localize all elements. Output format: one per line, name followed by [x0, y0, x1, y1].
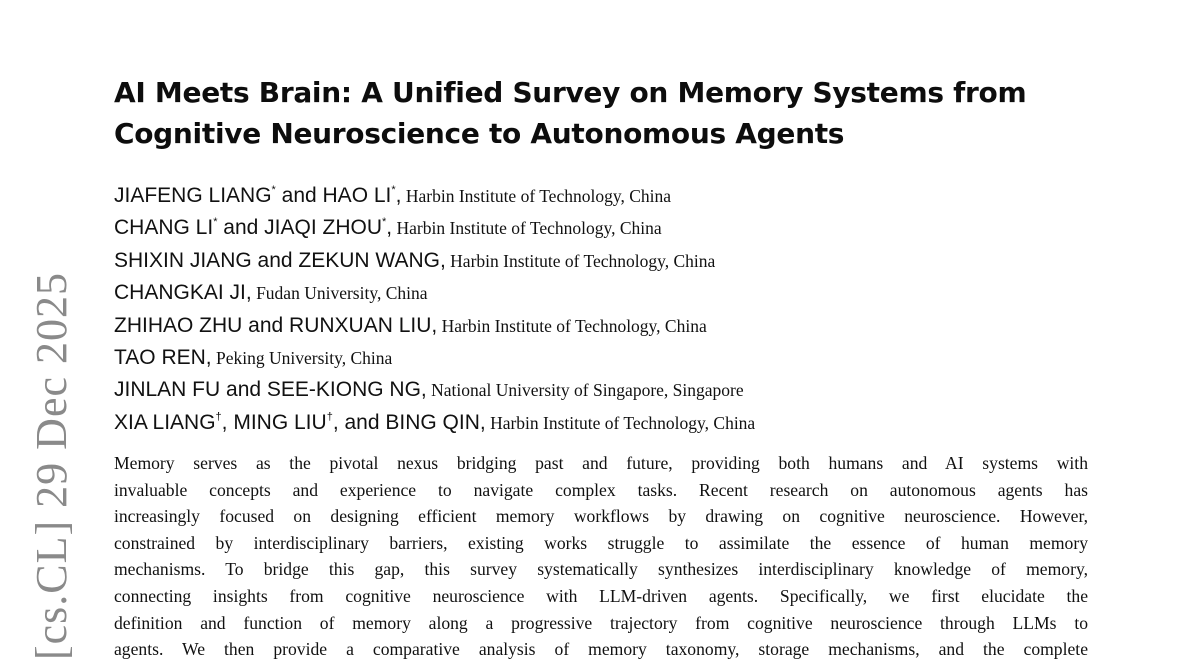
paper-title-line-1: AI Meets Brain: A Unified Survey on Memory Systems from: [114, 76, 1027, 109]
author-line: [114, 277, 1114, 309]
paper-title: [114, 72, 1114, 154]
author-line: [114, 245, 1114, 277]
corresponding-author-mark: †: [215, 410, 222, 423]
author-names: JIAFENG LIANG* and HAO LI*,: [114, 184, 402, 207]
corresponding-author-mark: †: [326, 410, 333, 423]
author-names: CHANGKAI JI,: [114, 281, 252, 305]
author-affiliation: Harbin Institute of Technology, China: [401, 186, 671, 206]
author-affiliation: Peking University, China: [211, 347, 393, 368]
author-line: [114, 180, 1114, 212]
equal-contribution-mark: *: [271, 184, 276, 196]
author-affiliation: Harbin Institute of Technology, China: [485, 412, 756, 433]
abstract-line: increasingly focused on designing efficient memory workflows by drawing on cognitive neuroscience. However,: [114, 506, 1088, 527]
author-affiliation: Fudan University, China: [251, 283, 428, 304]
author-names: JINLAN FU and SEE-KIONG NG,: [114, 378, 427, 402]
author-names: ZHIHAO ZHU and RUNXUAN LIU,: [114, 313, 438, 337]
equal-contribution-mark: *: [382, 216, 387, 229]
author-line: [114, 310, 1114, 342]
abstract-line: agents. We then provide a comparative analysis of memory taxonomy, storage mechanisms, and the complete: [114, 639, 1088, 660]
author-names: SHIXIN JIANG and ZEKUN WANG,: [114, 248, 446, 272]
abstract-line: connecting insights from cognitive neuroscience with LLM-driven agents. Specifically, we first elucidate the: [114, 585, 1088, 606]
abstract-line: invaluable concepts and experience to navigate complex tasks. Recent research on autonomous agents has: [114, 479, 1088, 500]
author-affiliation: Harbin Institute of Technology, China: [437, 315, 707, 336]
author-line: [114, 407, 1114, 439]
author-list: [114, 180, 1114, 439]
author-names: CHANG LI* and JIAQI ZHOU*,: [114, 216, 393, 240]
author-line: [114, 212, 1114, 244]
author-line: [114, 342, 1114, 374]
author-affiliation: Harbin Institute of Technology, China: [392, 218, 662, 239]
abstract-line: Memory serves as the pivotal nexus bridging past and future, providing both humans and AI systems with: [114, 453, 1088, 473]
author-affiliation: Harbin Institute of Technology, China: [445, 250, 716, 271]
abstract: [114, 450, 1088, 663]
abstract-line: constrained by interdisciplinary barriers, existing works struggle to assimilate the essence of human memory: [114, 532, 1088, 553]
author-affiliation: National University of Singapore, Singapore: [426, 380, 744, 401]
author-names: XIA LIANG†, MING LIU†, and BING QIN,: [114, 410, 486, 434]
author-names: TAO REN,: [114, 345, 212, 369]
paper-title-line-2: Cognitive Neuroscience to Autonomous Agents: [114, 117, 845, 150]
equal-contribution-mark: *: [391, 184, 396, 196]
abstract-line: mechanisms. To bridge this gap, this survey systematically synthesizes interdisciplinary knowledge of memory,: [114, 559, 1088, 580]
author-line: [114, 374, 1114, 406]
abstract-line: definition and function of memory along a progressive trajectory from cognitive neuroscience through LLMs to: [114, 612, 1088, 633]
equal-contribution-mark: *: [213, 216, 218, 229]
arxiv-side-stamp: [cs.CL] 29 Dec 2025: [27, 271, 76, 660]
